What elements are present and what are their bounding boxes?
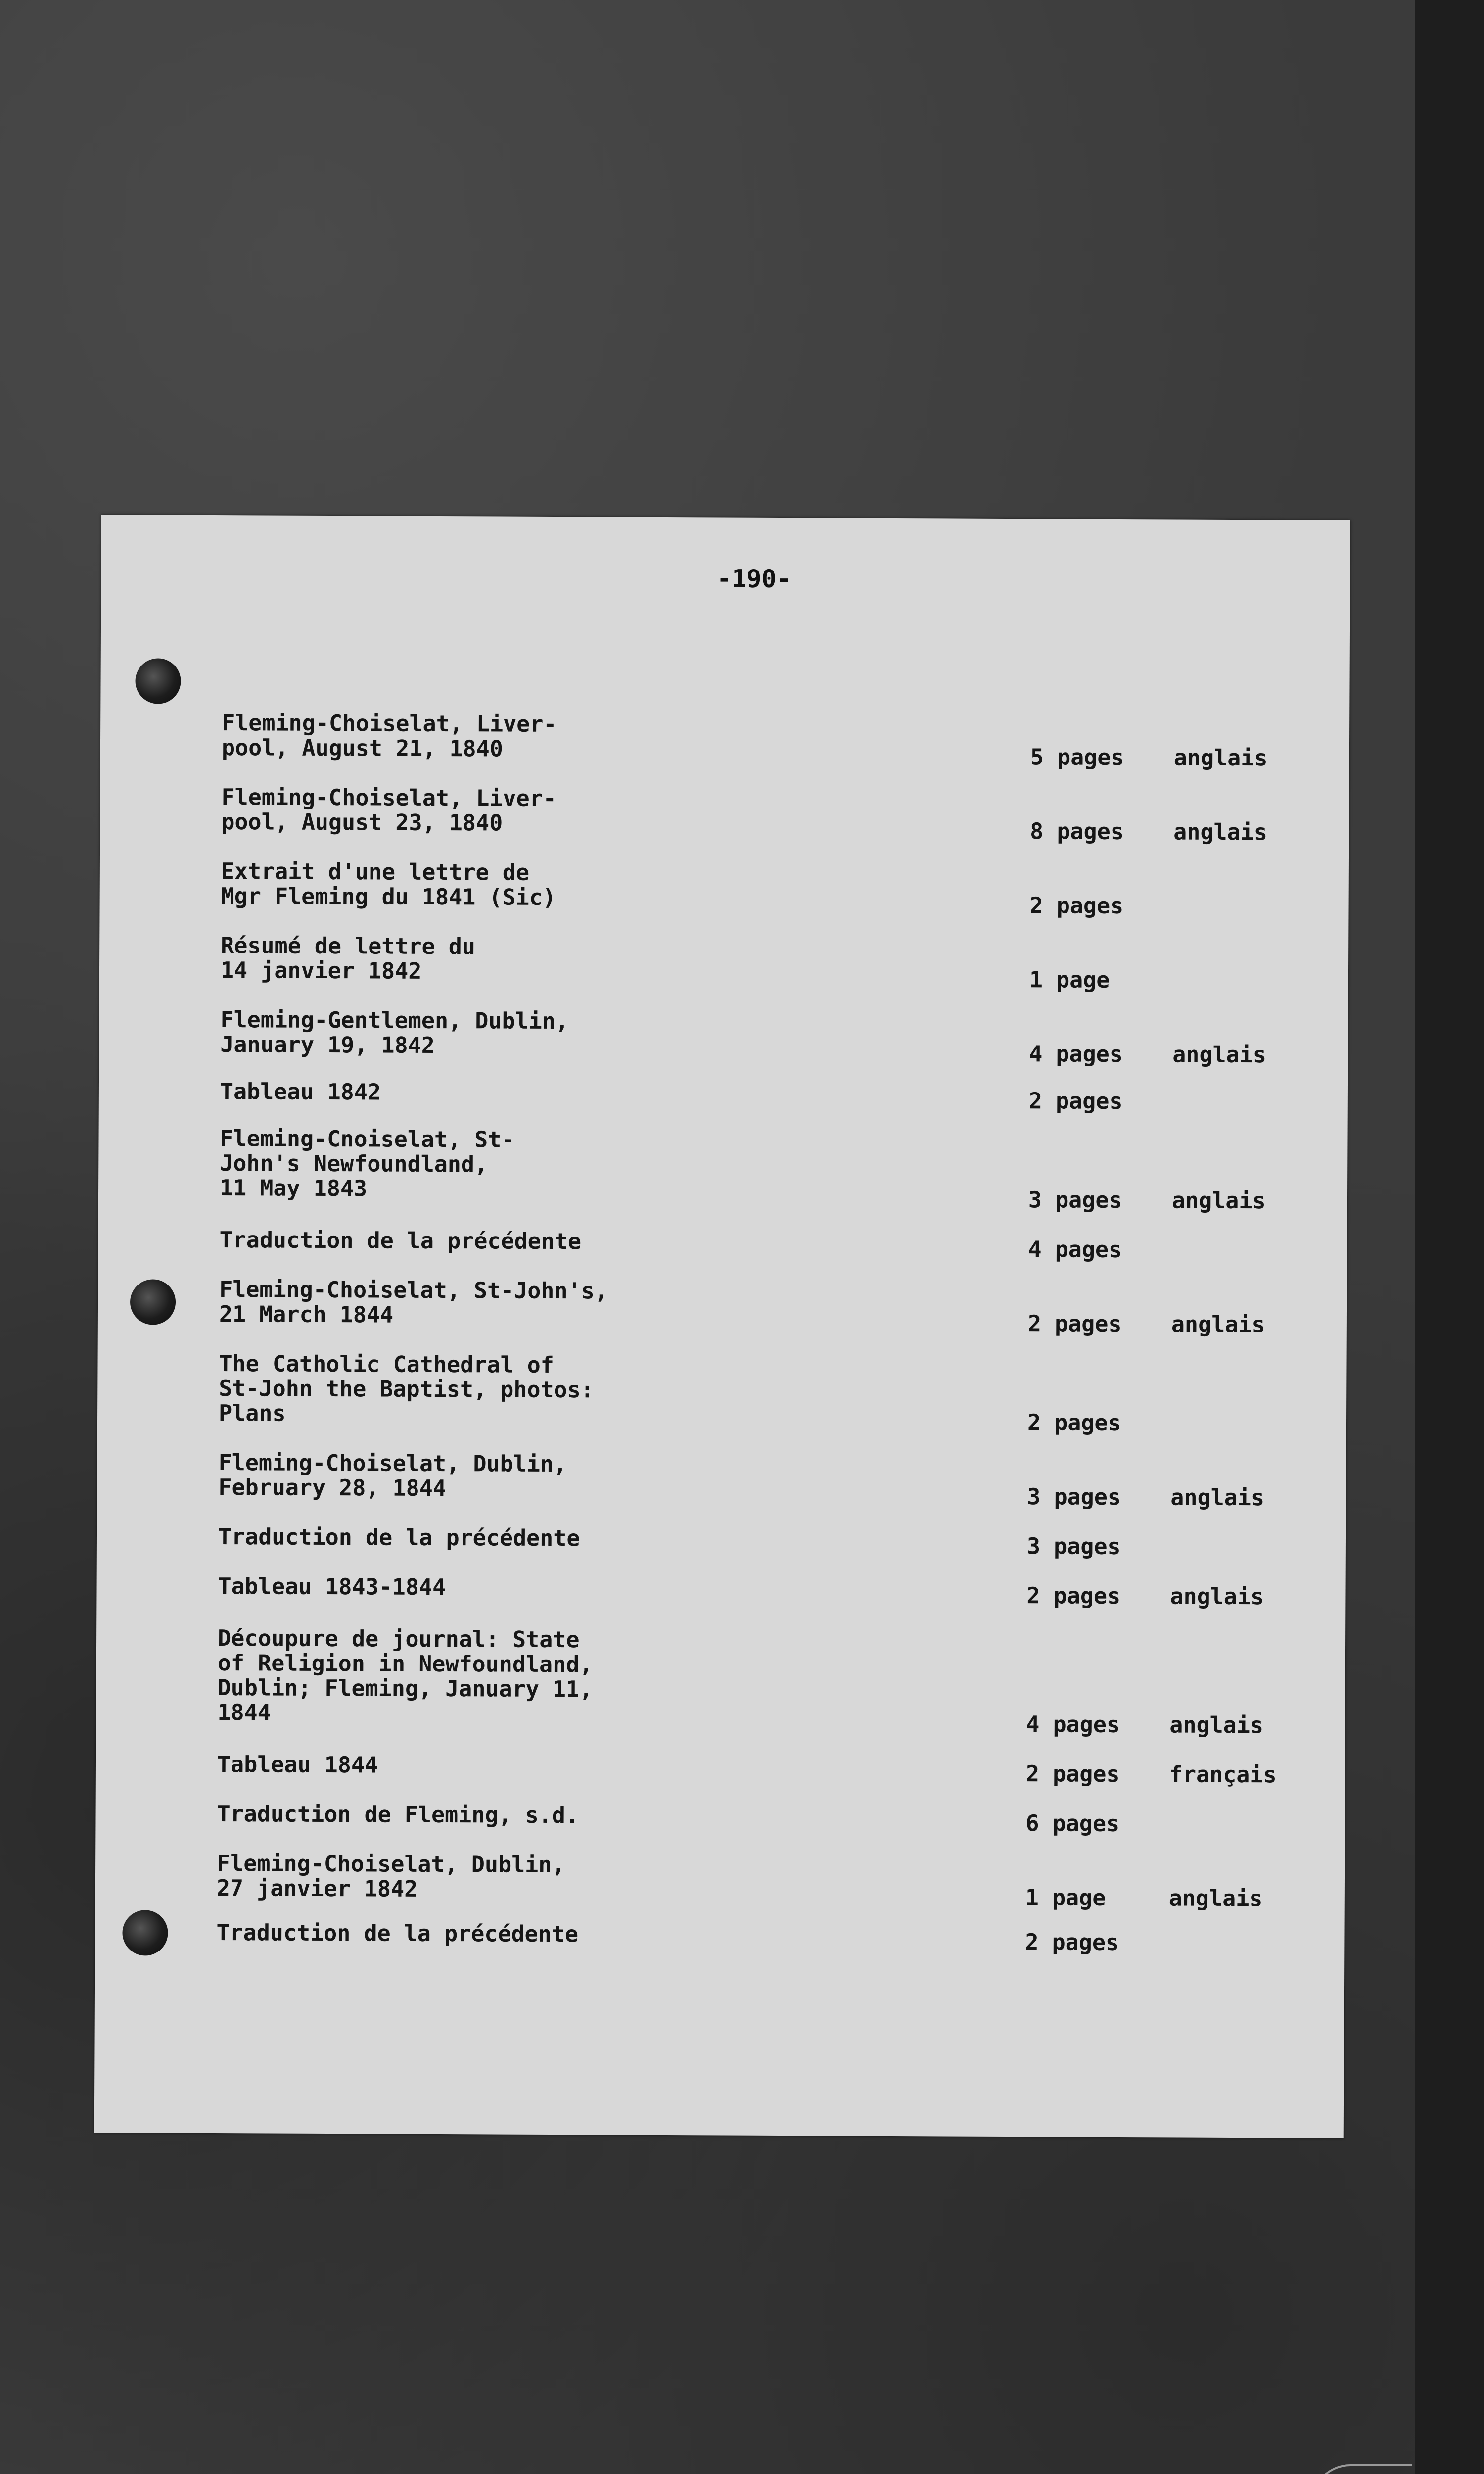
list-item (96, 1625, 1345, 1739)
entry-pages: 8 pages (1030, 818, 1124, 845)
entry-language (1170, 1533, 1319, 1534)
entry-pages: 2 pages (1029, 892, 1124, 919)
list-item (98, 1277, 1347, 1341)
list-item (97, 1450, 1346, 1515)
entry-title: Fleming-Choiselat, St-John's, 21 March 1844 (219, 1276, 608, 1328)
entry-pages: 4 pages (1026, 1711, 1120, 1738)
list-item (99, 933, 1348, 998)
list-item (99, 858, 1348, 923)
entry-pages: 3 pages (1028, 1187, 1122, 1214)
entry-title: Fleming-Gentlemen, Dublin, January 19, 1842 (220, 1006, 569, 1058)
list-item (99, 1007, 1348, 1072)
entry-language: anglais (1170, 1583, 1264, 1610)
entry-title: Fleming-Choiselat, Dublin, February 28, 1844 (218, 1449, 567, 1502)
entry-pages: 4 pages (1029, 1041, 1123, 1068)
entry-title: Traduction de la précédente (216, 1919, 579, 1948)
entry-language: anglais (1173, 744, 1268, 771)
list-item (98, 1125, 1347, 1214)
entry-language: anglais (1171, 1187, 1266, 1214)
entry-pages: 4 pages (1028, 1236, 1122, 1263)
entry-pages: 2 pages (1025, 1929, 1119, 1956)
entry-language: anglais (1168, 1885, 1263, 1912)
document-page (94, 515, 1350, 2138)
entry-title: Traduction de la précédente (219, 1227, 582, 1255)
entry-pages: 3 pages (1027, 1483, 1121, 1511)
entry-language (1169, 1810, 1318, 1811)
entry-language: français (1169, 1761, 1277, 1788)
entry-title: Fleming-Choiselat, Dublin, 27 janvier 1842 (216, 1850, 565, 1902)
entry-pages: 5 pages (1030, 744, 1124, 771)
entry-title: Fleming-Cnoiselat, St- John's Newfoundland, 11 May 1843 (219, 1125, 515, 1202)
entry-language: anglais (1169, 1712, 1264, 1739)
scan-shadow (1415, 0, 1484, 2474)
entry-title: Traduction de la précédente (218, 1523, 580, 1552)
entry-pages: 2 pages (1028, 1088, 1123, 1115)
entry-language (1172, 1088, 1321, 1089)
list-item (100, 784, 1349, 849)
entry-pages: 2 pages (1027, 1409, 1121, 1436)
entry-title: The Catholic Cathedral of St-John the Baptist, photos: Plans (218, 1350, 595, 1427)
entry-pages: 3 pages (1026, 1533, 1121, 1560)
page-number: -190- (717, 564, 791, 594)
entry-language: anglais (1170, 1484, 1265, 1511)
punch-hole (135, 658, 181, 704)
entry-title: Résumé de lettre du 14 janvier 1842 (220, 932, 476, 984)
entry-language: anglais (1172, 1041, 1267, 1068)
entry-pages: 1 page (1025, 1884, 1106, 1911)
entry-title: Découpure de journal: State of Religion in Newfoundland, Dublin; Fleming, January 11, 1844 (217, 1625, 593, 1726)
entry-pages: 2 pages (1027, 1310, 1122, 1337)
entry-title: Tableau 1844 (217, 1751, 378, 1778)
entry-title: Fleming-Choiselat, Liver- pool, August 23, 1840 (221, 784, 556, 836)
entry-pages: 2 pages (1026, 1582, 1121, 1610)
entry-language: anglais (1171, 1311, 1265, 1338)
list-item (97, 1350, 1346, 1436)
list-item (95, 1851, 1345, 1915)
entry-language (1169, 1929, 1317, 1930)
entry-title: Tableau 1843-1844 (218, 1573, 446, 1601)
paper-fold-mark (1311, 2464, 1412, 2474)
list-item (100, 710, 1349, 775)
entry-pages: 1 page (1029, 966, 1110, 993)
entry-language: anglais (1173, 818, 1267, 846)
entry-title: Fleming-Choiselat, Liver- pool, August 21, 1840 (221, 710, 557, 762)
entry-title: Traduction de Fleming, s.d. (217, 1801, 579, 1829)
entry-pages: 6 pages (1025, 1810, 1120, 1837)
entry-pages: 2 pages (1025, 1760, 1120, 1788)
list-item (95, 1920, 1344, 1985)
entry-title: Tableau 1842 (220, 1078, 381, 1105)
entry-title: Extrait d'une lettre de Mgr Fleming du 1841 (Sic) (221, 858, 556, 911)
